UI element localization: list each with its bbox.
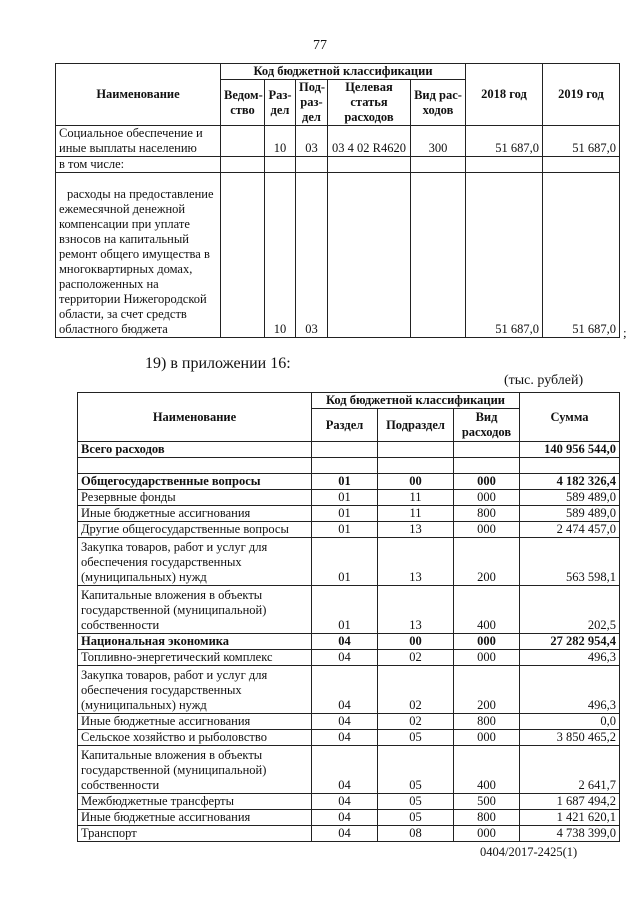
row-razdel: 04 [312,810,378,826]
table-row [78,746,620,794]
row-name: Резервные фонды [78,490,312,506]
row-sum: 1 421 620,1 [520,810,620,826]
row-podrazdel: 08 [378,826,454,842]
row-name: Капитальные вложения в объекты государственной (муниципальной) собственности [78,746,312,794]
row-2019: 51 687,0 [543,126,620,157]
table-row [78,506,620,522]
row-sum: 496,3 [520,666,620,714]
row-podrazdel: 05 [378,730,454,746]
row-vr: 000 [454,522,520,538]
row-name: Иные бюджетные ассигнования [78,506,312,522]
t2-header-vr: Вид расходов [454,409,520,442]
row-name: Закупка товаров, работ и услуг для обеспечения государственных (муниципальных) нужд [78,666,312,714]
row-razdel: 04 [312,650,378,666]
row-podrazdel: 05 [378,810,454,826]
total-row [78,442,620,458]
row-vr: 300 [411,126,466,157]
row-vr: 800 [454,714,520,730]
table-row [78,730,620,746]
total-sum: 140 956 544,0 [520,442,620,458]
page-number: 77 [313,38,327,53]
row-vr: 500 [454,794,520,810]
row-vr: 400 [454,586,520,634]
units-label: (тыс. рублей) [504,373,584,388]
row-sum: 202,5 [520,586,620,634]
row-razdel: 04 [312,730,378,746]
row-razdel: 01 [312,506,378,522]
table-row [78,650,620,666]
row-sum: 589 489,0 [520,506,620,522]
t1-header-2019: 2019 год [543,64,620,126]
t1-header-vedomstvo: Ведом-ство [221,80,265,126]
row-podrazdel: 00 [378,634,454,650]
row-vr: 400 [454,746,520,794]
row-name: Другие общегосударственные вопросы [78,522,312,538]
table-row [56,126,620,157]
table-row [78,714,620,730]
t2-header-podrazdel: Подраздел [378,409,454,442]
row-podrazdel: 02 [378,714,454,730]
row-sum: 496,3 [520,650,620,666]
row-vr: 000 [454,730,520,746]
table-row [78,810,620,826]
table-row [78,794,620,810]
t1-header-podrazdel: Под-раз-дел [296,80,328,126]
row-podrazdel: 13 [378,538,454,586]
row-razdel: 04 [312,634,378,650]
row-2019 [543,157,620,173]
row-sum: 4 182 326,4 [520,474,620,490]
row-vr [411,173,466,338]
table-row [78,538,620,586]
table-row [56,173,620,338]
row-vr: 000 [454,490,520,506]
table-budget-2018-2019 [55,63,620,338]
row-csr: 03 4 02 R4620 [328,126,411,157]
table-row [56,157,620,173]
row-podrazdel [296,157,328,173]
table-row [78,634,620,650]
row-razdel: 04 [312,714,378,730]
total-label: Всего расходов [78,442,312,458]
row-sum: 0,0 [520,714,620,730]
table1-tail-semicolon: ; [623,325,627,340]
row-name: Иные бюджетные ассигнования [78,714,312,730]
row-sum: 2 474 457,0 [520,522,620,538]
row-vedomstvo [221,126,265,157]
t1-header-csr: Целевая статья расходов [328,80,411,126]
row-razdel: 04 [312,794,378,810]
document-code: 0404/2017-2425(1) [480,845,578,859]
table-row [78,490,620,506]
t2-header-name: Наименование [78,393,312,442]
table-appendix-16 [77,392,620,842]
row-vr: 200 [454,538,520,586]
row-sum: 4 738 399,0 [520,826,620,842]
row-podrazdel: 03 [296,173,328,338]
row-podrazdel: 11 [378,490,454,506]
row-name: Социальное обеспечение и иные выплаты населению [56,126,221,157]
row-name: Межбюджетные трансферты [78,794,312,810]
row-2018 [466,157,543,173]
t2-header-code-group: Код бюджетной классификации [312,393,520,409]
row-sum: 27 282 954,4 [520,634,620,650]
table-row [78,586,620,634]
section-heading: 19) в приложении 16: [145,355,291,372]
row-vr: 000 [454,650,520,666]
row-podrazdel: 02 [378,650,454,666]
row-sum: 2 641,7 [520,746,620,794]
row-vr: 800 [454,506,520,522]
row-razdel: 04 [312,666,378,714]
row-2018: 51 687,0 [466,173,543,338]
row-sum: 3 850 465,2 [520,730,620,746]
row-razdel: 01 [312,474,378,490]
row-sum: 563 598,1 [520,538,620,586]
row-name: расходы на предоставление ежемесячной денежной компенсации при уплате взносов на капитальный ремонт общего имущества в многоквартирных домах, расположенных на территории Нижегородской области, за счет средств областного бюджета [56,173,221,338]
row-name: Национальная экономика [78,634,312,650]
t1-header-code-group: Код бюджетной классификации [221,64,466,80]
row-razdel: 01 [312,586,378,634]
row-vr: 800 [454,810,520,826]
row-razdel: 10 [265,126,296,157]
table-row [78,474,620,490]
row-razdel: 04 [312,746,378,794]
row-razdel: 10 [265,173,296,338]
t1-header-razdel: Раз-дел [265,80,296,126]
row-razdel: 01 [312,522,378,538]
row-podrazdel: 00 [378,474,454,490]
row-vr: 000 [454,474,520,490]
row-name: в том числе: [56,157,221,173]
t1-header-name: Наименование [56,64,221,126]
row-razdel: 01 [312,490,378,506]
t2-header-sum: Сумма [520,393,620,442]
row-sum: 589 489,0 [520,490,620,506]
t2-header-razdel: Раздел [312,409,378,442]
table-row [78,666,620,714]
row-vr: 000 [454,826,520,842]
row-name: Топливно-энергетический комплекс [78,650,312,666]
row-vr: 200 [454,666,520,714]
row-podrazdel: 05 [378,746,454,794]
row-podrazdel: 05 [378,794,454,810]
row-vr [411,157,466,173]
row-podrazdel: 03 [296,126,328,157]
row-csr [328,173,411,338]
row-csr [328,157,411,173]
row-podrazdel: 11 [378,506,454,522]
row-podrazdel: 13 [378,522,454,538]
row-name: Сельское хозяйство и рыболовство [78,730,312,746]
table-row [78,826,620,842]
row-vedomstvo [221,173,265,338]
row-2019: 51 687,0 [543,173,620,338]
row-razdel: 01 [312,538,378,586]
row-name: Капитальные вложения в объекты государственной (муниципальной) собственности [78,586,312,634]
t1-header-2018: 2018 год [466,64,543,126]
row-sum: 1 687 494,2 [520,794,620,810]
table-row [78,522,620,538]
row-podrazdel: 02 [378,666,454,714]
row-name: Общегосударственные вопросы [78,474,312,490]
row-name: Иные бюджетные ассигнования [78,810,312,826]
row-razdel [265,157,296,173]
row-name: Закупка товаров, работ и услуг для обеспечения государственных (муниципальных) нужд [78,538,312,586]
row-name: Транспорт [78,826,312,842]
row-vr: 000 [454,634,520,650]
row-razdel: 04 [312,826,378,842]
row-2018: 51 687,0 [466,126,543,157]
row-vedomstvo [221,157,265,173]
row-podrazdel: 13 [378,586,454,634]
t1-header-vr: Вид рас-ходов [411,80,466,126]
